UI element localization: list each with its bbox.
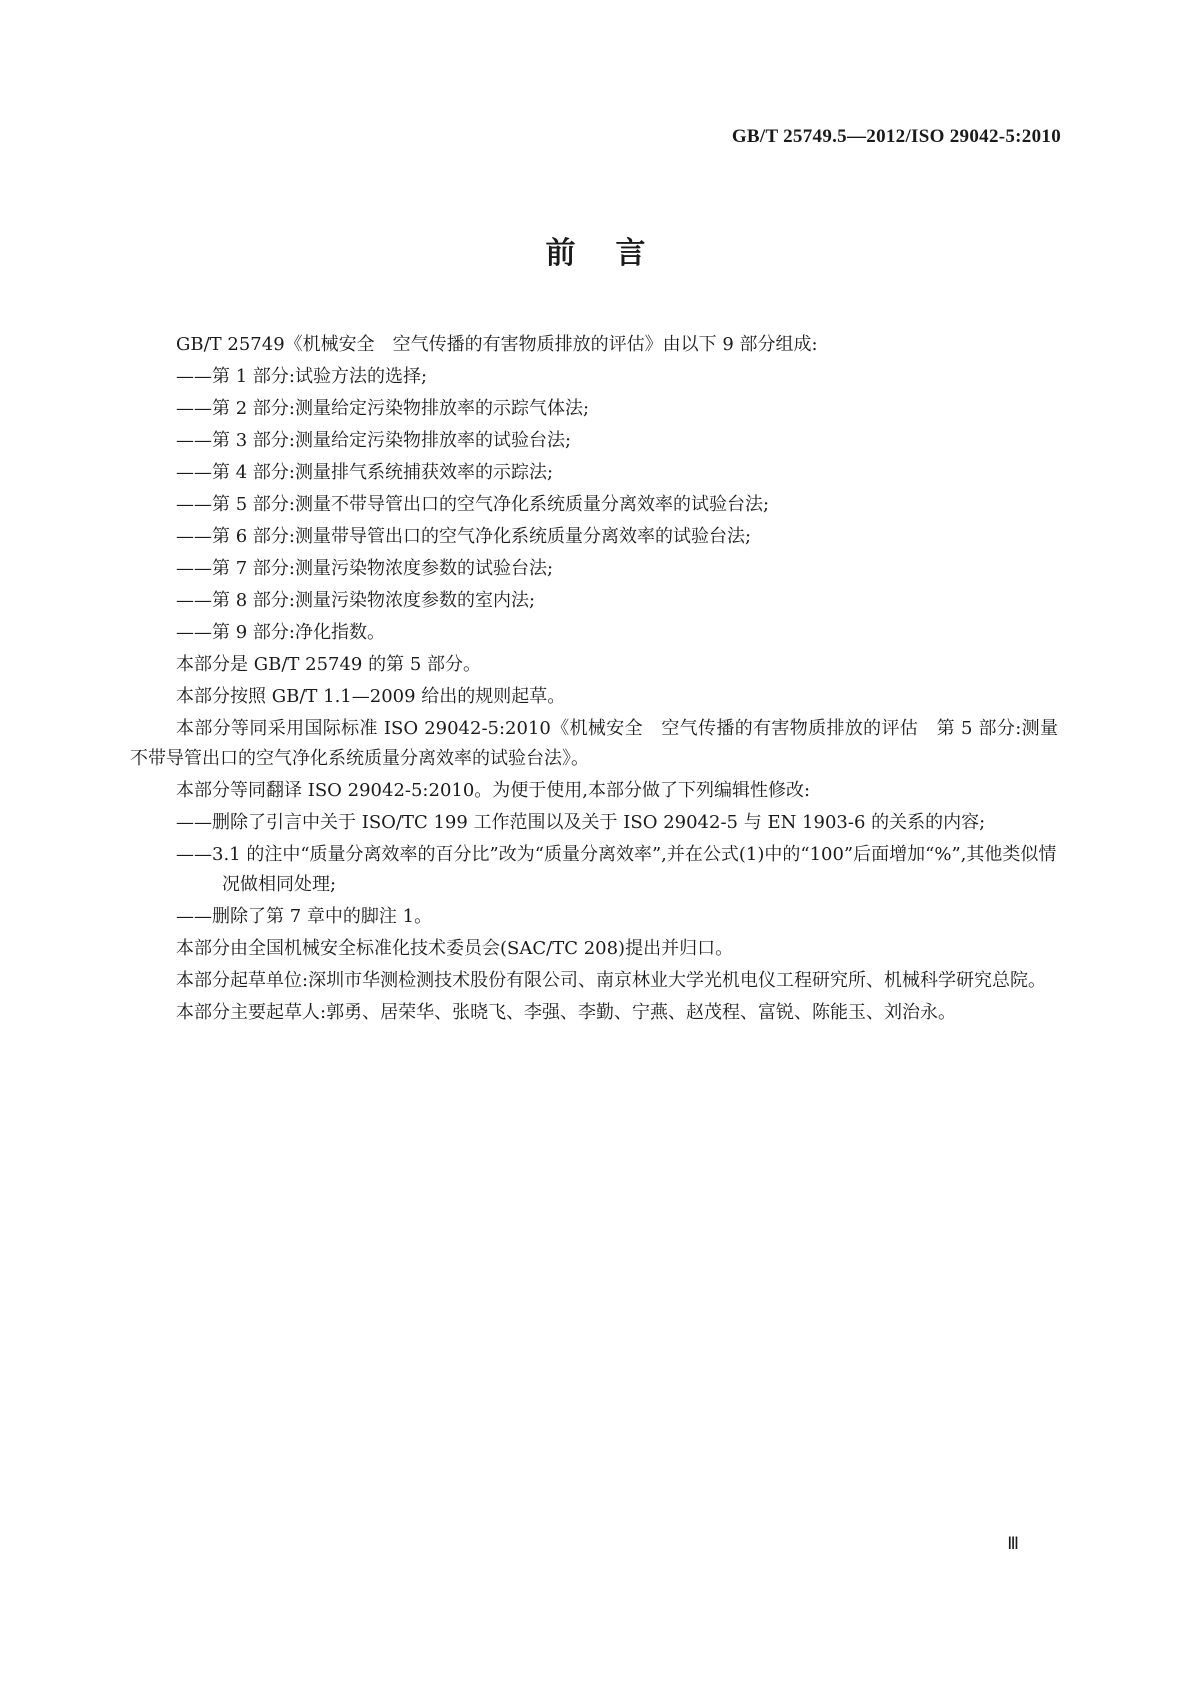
list-item-part-6: ——第 6 部分:测量带导管出口的空气净化系统质量分离效率的试验台法;	[176, 526, 752, 547]
translation-paragraph: 本部分等同翻译 ISO 29042-5:2010。为便于使用,本部分做了下列编辑性修改:	[176, 780, 811, 801]
page-number: Ⅲ	[1007, 1534, 1019, 1553]
drafting-rule-paragraph: 本部分按照 GB/T 1.1—2009 给出的规则起草。	[176, 686, 566, 707]
foreword-body	[130, 330, 1058, 1030]
list-item-part-8: ——第 8 部分:测量污染物浓度参数的室内法;	[176, 590, 536, 611]
change-item-1: ——删除了引言中关于 ISO/TC 199 工作范围以及关于 ISO 29042-5 与 EN 1903-6 的关系的内容;	[176, 812, 986, 833]
change-item-2: ——3.1 的注中“质量分离效率的百分比”改为“质量分离效率”,并在公式(1)中的“100”后面增加“%”,其他类似情况做相同处理;	[176, 844, 1057, 895]
change-item-3: ——删除了第 7 章中的脚注 1。	[176, 906, 433, 927]
part-number-paragraph: 本部分是 GB/T 25749 的第 5 部分。	[176, 654, 481, 675]
list-item-part-1: ——第 1 部分:试验方法的选择;	[176, 366, 428, 387]
page-title: 前言	[545, 236, 686, 271]
list-item-part-2: ——第 2 部分:测量给定污染物排放率的示踪气体法;	[176, 398, 590, 419]
list-item-part-7: ——第 7 部分:测量污染物浓度参数的试验台法;	[176, 558, 554, 579]
proposal-paragraph: 本部分由全国机械安全标准化技术委员会(SAC/TC 208)提出并归口。	[176, 938, 734, 959]
list-item-part-3: ——第 3 部分:测量给定污染物排放率的试验台法;	[176, 430, 572, 451]
adoption-paragraph: 本部分等同采用国际标准 ISO 29042-5:2010《机械安全 空气传播的有害物质排放的评估 第 5 部分:测量不带导管出口的空气净化系统质量分离效率的试验台法》。	[130, 718, 1058, 769]
list-item-part-9: ——第 9 部分:净化指数。	[176, 622, 385, 643]
standard-code-header: GB/T 25749.5—2012/ISO 29042-5:2010	[731, 126, 1061, 147]
list-item-part-4: ——第 4 部分:测量排气系统捕获效率的示踪法;	[176, 462, 554, 483]
intro-paragraph: GB/T 25749《机械安全 空气传播的有害物质排放的评估》由以下 9 部分组成:	[176, 334, 818, 355]
drafting-units-paragraph: 本部分起草单位:深圳市华测检测技术股份有限公司、南京林业大学光机电仪工程研究所、机械科学研究总院。	[176, 970, 1047, 991]
list-item-part-5: ——第 5 部分:测量不带导管出口的空气净化系统质量分离效率的试验台法;	[176, 494, 770, 515]
drafters-paragraph: 本部分主要起草人:郭勇、居荣华、张晓飞、李强、李勤、宁燕、赵茂程、富锐、陈能玉、刘治永。	[176, 1002, 957, 1023]
